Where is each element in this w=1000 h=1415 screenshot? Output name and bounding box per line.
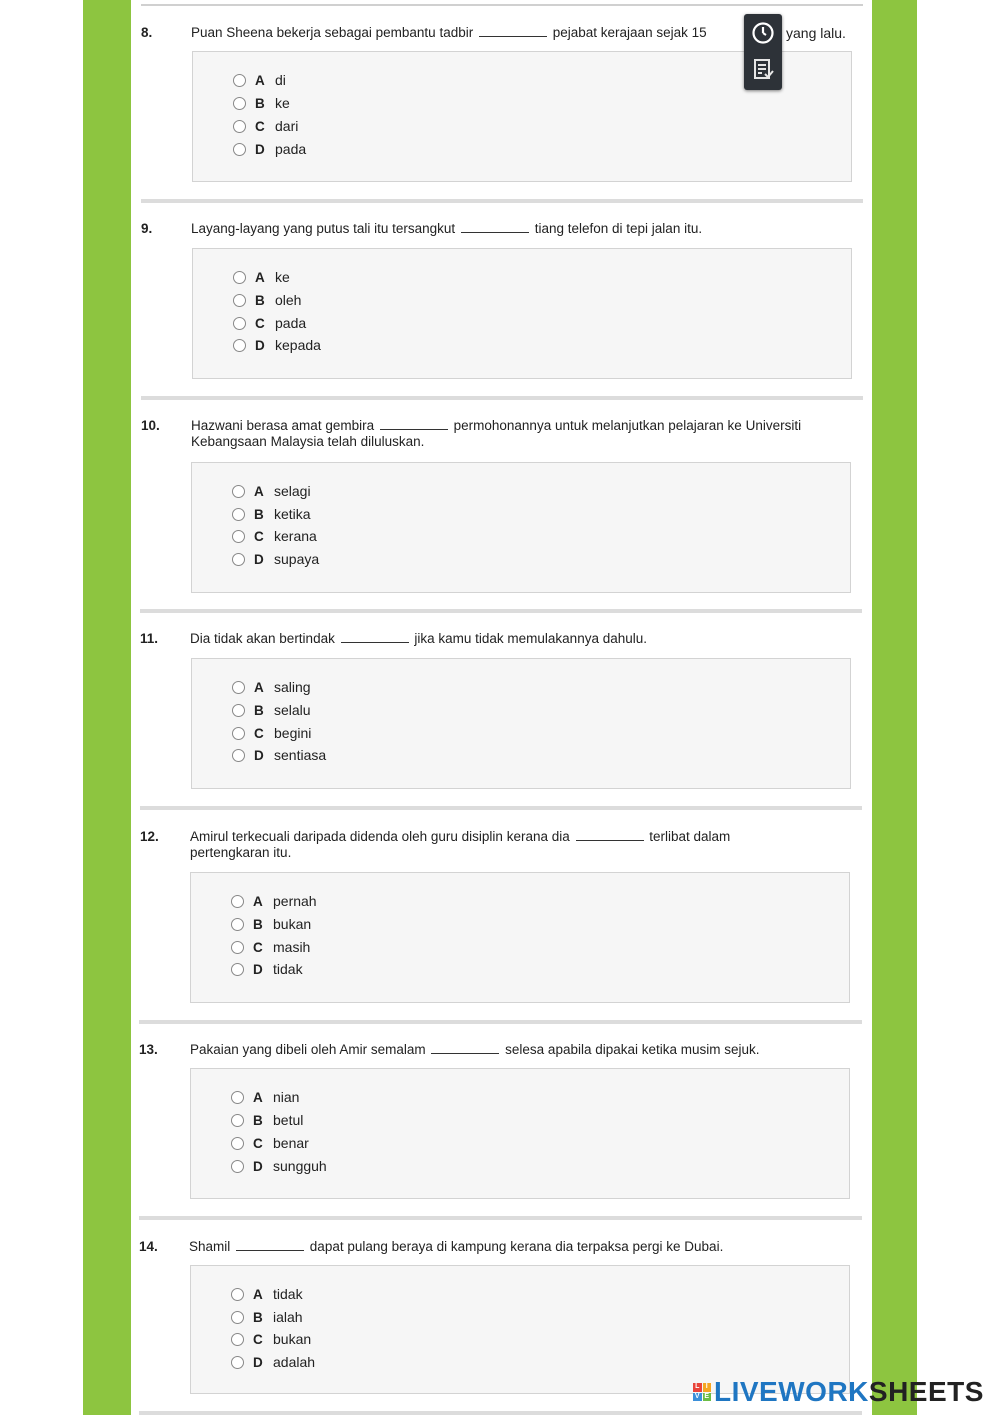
option-c[interactable]: C masih	[231, 938, 310, 956]
radio-button[interactable]	[232, 553, 245, 566]
question-number: 9.	[141, 221, 153, 236]
radio-button[interactable]	[233, 97, 246, 110]
question-separator	[139, 1020, 862, 1024]
option-a[interactable]: A nian	[231, 1088, 299, 1106]
question-separator	[140, 609, 862, 613]
radio-button[interactable]	[233, 317, 246, 330]
option-d[interactable]: D sungguh	[231, 1157, 327, 1175]
option-a[interactable]: A di	[233, 71, 286, 89]
answer-blank	[479, 25, 547, 37]
option-a[interactable]: A ke	[233, 268, 290, 286]
radio-button[interactable]	[231, 1333, 244, 1346]
liveworksheets-logo	[693, 1376, 984, 1408]
radio-button[interactable]	[233, 271, 246, 284]
right-green-margin	[872, 0, 917, 1415]
radio-button[interactable]	[231, 1288, 244, 1301]
option-d[interactable]: D pada	[233, 140, 306, 158]
logo-mark-icon	[693, 1383, 711, 1401]
option-b[interactable]: B oleh	[233, 291, 301, 309]
left-green-margin	[83, 0, 131, 1415]
answer-blank	[576, 829, 644, 841]
question-number: 13.	[139, 1042, 158, 1057]
logo-text-part1: LIVEWORK	[714, 1376, 869, 1407]
question-text: Layang-layang yang putus tali itu tersangkut tiang telefon di tepi jalan itu.	[191, 221, 703, 236]
option-c[interactable]: C dari	[233, 117, 298, 135]
question-number: 10.	[141, 418, 160, 433]
radio-button[interactable]	[233, 120, 246, 133]
radio-button[interactable]	[232, 681, 245, 694]
option-c[interactable]: C kerana	[232, 527, 317, 545]
option-d[interactable]: D kepada	[233, 336, 321, 354]
question-text: Shamil dapat pulang beraya di kampung kerana dia terpaksa pergi ke Dubai.	[189, 1239, 724, 1254]
timer-icon[interactable]	[750, 20, 776, 46]
logo-letter: V	[694, 1392, 700, 1400]
option-a[interactable]: A saling	[232, 678, 311, 696]
top-separator	[141, 4, 863, 6]
option-a[interactable]: A tidak	[231, 1285, 303, 1303]
question-text-tail: yang lalu.	[786, 25, 846, 41]
option-a[interactable]: A pernah	[231, 892, 317, 910]
option-a[interactable]: A selagi	[232, 482, 311, 500]
radio-button[interactable]	[231, 1137, 244, 1150]
radio-button[interactable]	[231, 1114, 244, 1127]
logo-letter: I	[703, 1383, 712, 1392]
radio-button[interactable]	[233, 339, 246, 352]
radio-button[interactable]	[231, 918, 244, 931]
logo-letter: E	[704, 1392, 710, 1400]
radio-button[interactable]	[231, 895, 244, 908]
option-c[interactable]: C begini	[232, 724, 311, 742]
option-d[interactable]: D tidak	[231, 960, 303, 978]
radio-button[interactable]	[232, 704, 245, 717]
question-separator	[141, 396, 863, 400]
radio-button[interactable]	[231, 941, 244, 954]
answer-blank	[236, 1239, 304, 1251]
radio-button[interactable]	[232, 727, 245, 740]
logo-text-part2: SHEETS	[868, 1376, 984, 1407]
question-number: 8.	[141, 25, 153, 40]
logo-letter: L	[693, 1383, 702, 1392]
answer-blank	[431, 1042, 499, 1054]
option-d[interactable]: D sentiasa	[232, 746, 326, 764]
question-text: Puan Sheena bekerja sebagai pembantu tadbir pejabat kerajaan sejak 15	[191, 25, 707, 40]
option-c[interactable]: C bukan	[231, 1330, 311, 1348]
question-text: Hazwani berasa amat gembira permohonannya untuk melanjutkan pelajaran ke Universiti Kebangsaan Malaysia telah diluluskan.	[191, 418, 802, 449]
option-b[interactable]: B ketika	[232, 505, 311, 523]
option-d[interactable]: D adalah	[231, 1353, 315, 1371]
option-b[interactable]: B bukan	[231, 915, 311, 933]
option-b[interactable]: B ialah	[231, 1308, 303, 1326]
floating-toolbar	[744, 14, 782, 90]
radio-button[interactable]	[232, 508, 245, 521]
question-text: Pakaian yang dibeli oleh Amir semalam selesa apabila dipakai ketika musim sejuk.	[190, 1042, 760, 1057]
radio-button[interactable]	[232, 530, 245, 543]
option-c[interactable]: C benar	[231, 1134, 309, 1152]
answer-blank	[380, 418, 448, 430]
checklist-icon[interactable]	[750, 56, 776, 82]
option-b[interactable]: B ke	[233, 94, 290, 112]
radio-button[interactable]	[231, 1356, 244, 1369]
option-c[interactable]: C pada	[233, 314, 306, 332]
question-number: 12.	[140, 829, 159, 844]
option-b[interactable]: B betul	[231, 1111, 303, 1129]
answer-blank	[341, 631, 409, 643]
radio-button[interactable]	[231, 1160, 244, 1173]
radio-button[interactable]	[231, 963, 244, 976]
radio-button[interactable]	[231, 1091, 244, 1104]
radio-button[interactable]	[233, 74, 246, 87]
question-text: Dia tidak akan bertindak jika kamu tidak memulakannya dahulu.	[190, 631, 647, 646]
question-separator	[139, 1411, 862, 1415]
question-text: Amirul terkecuali daripada didenda oleh guru disiplin kerana dia terlibat dalam pertengkaran itu.	[190, 829, 731, 860]
question-separator	[140, 806, 862, 810]
question-separator	[139, 1216, 862, 1220]
answer-blank	[461, 221, 529, 233]
radio-button[interactable]	[232, 485, 245, 498]
radio-button[interactable]	[231, 1311, 244, 1324]
question-number: 14.	[139, 1239, 158, 1254]
option-b[interactable]: B selalu	[232, 701, 311, 719]
radio-button[interactable]	[232, 749, 245, 762]
radio-button[interactable]	[233, 294, 246, 307]
question-separator	[141, 199, 863, 203]
radio-button[interactable]	[233, 143, 246, 156]
question-number: 11.	[140, 631, 159, 646]
option-d[interactable]: D supaya	[232, 550, 319, 568]
